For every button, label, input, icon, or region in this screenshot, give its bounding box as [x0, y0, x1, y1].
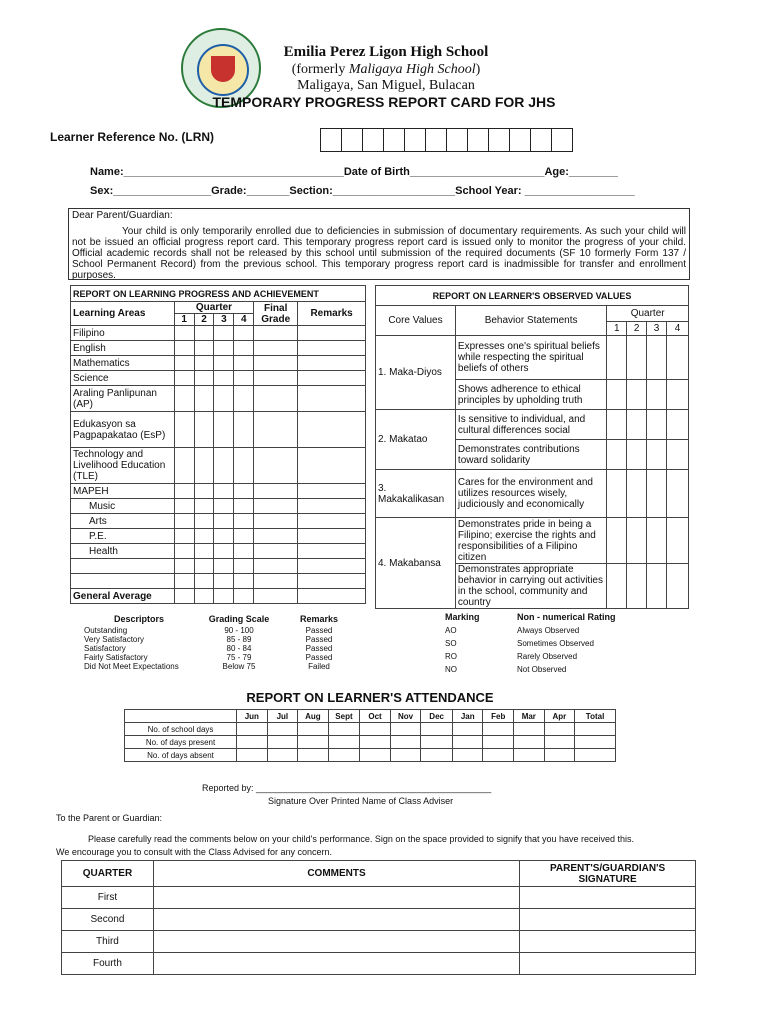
- formerly-suffix: ): [475, 62, 481, 77]
- parent-note-line2: We encourage you to consult with the Class Advised for any concern.: [56, 847, 332, 857]
- grading-scale-table: [84, 612, 354, 671]
- behavior-statement: Demonstrates pride in being a Filipino; exercise the rights and responsibilities of a Filipino citizen: [455, 518, 606, 564]
- subject-name: English: [71, 341, 175, 356]
- table-row: [445, 663, 625, 676]
- col-core-values: Core Values: [376, 306, 456, 336]
- grade-remark: Passed: [305, 635, 333, 644]
- scale-header: Grading Scale: [208, 614, 270, 624]
- quarter-header: 2: [194, 314, 214, 326]
- table-row: [376, 518, 689, 564]
- page-title: TEMPORARY PROGRESS REPORT CARD FOR JHS: [212, 94, 556, 110]
- table-row: [71, 412, 366, 448]
- lrn-input[interactable]: [320, 128, 573, 152]
- descriptor: Did Not Meet Expectations: [84, 662, 179, 671]
- month-header: Feb: [483, 710, 514, 723]
- subject-name: Edukasyon sa Pagpapakatao (EsP): [71, 412, 175, 448]
- marking-rating: Not Observed: [517, 665, 567, 674]
- adviser-signature-label: Signature Over Printed Name of Class Adviser: [268, 796, 454, 806]
- observed-values-table: [375, 285, 689, 609]
- table-row: [445, 650, 625, 663]
- table-row: [125, 736, 616, 749]
- subject-name: Filipino: [71, 326, 175, 341]
- attendance-title: REPORT ON LEARNER'S ATTENDANCE: [246, 690, 494, 705]
- month-header: Nov: [390, 710, 421, 723]
- marking-code: SO: [445, 639, 457, 648]
- table-row: [71, 356, 366, 371]
- signature-cell[interactable]: [520, 953, 696, 975]
- marking-code: RO: [445, 652, 457, 661]
- col-quarter: Quarter: [607, 306, 689, 322]
- comment-quarter: Third: [62, 931, 154, 953]
- grade-range: 90 - 100: [224, 626, 254, 635]
- marking-rating: Sometimes Observed: [517, 639, 594, 648]
- formerly-name: Maligaya High School: [348, 62, 476, 77]
- grade-remark: Failed: [308, 662, 330, 671]
- attendance-row-label: No. of days absent: [125, 749, 237, 762]
- values-title: REPORT ON LEARNER'S OBSERVED VALUES: [376, 286, 689, 306]
- subject-name: Mathematics: [71, 356, 175, 371]
- table-row: [84, 662, 354, 671]
- table-row: [71, 574, 366, 589]
- school-address: Maligaya, San Miguel, Bulacan: [297, 78, 475, 93]
- month-header: Dec: [421, 710, 453, 723]
- sex-grade-section-fields[interactable]: Sex:________________Grade:_______Section:____________________School Year: __________________: [90, 185, 635, 197]
- school-formerly: [200, 62, 572, 78]
- col-signature: PARENT'S/GUARDIAN'S SIGNATURE: [520, 861, 696, 887]
- behavior-statement: Expresses one's spiritual beliefs while respecting the spiritual beliefs of others: [455, 336, 606, 380]
- table-row: [125, 723, 616, 736]
- general-average: General Average: [71, 589, 175, 604]
- table-row: [376, 470, 689, 518]
- signature-cell[interactable]: [520, 931, 696, 953]
- grade-remark: Passed: [305, 644, 333, 653]
- learning-progress-table: [70, 285, 366, 604]
- table-row: [445, 637, 625, 650]
- quarter-header: 2: [627, 322, 647, 336]
- parent-note-greeting: To the Parent or Guardian:: [56, 813, 163, 823]
- comment-quarter: Second: [62, 909, 154, 931]
- core-value: 4. Makabansa: [376, 518, 456, 609]
- marking-rating: Rarely Observed: [517, 652, 578, 661]
- table-row: [71, 341, 366, 356]
- scale-header: Descriptors: [113, 614, 165, 624]
- letter-body: Your child is only temporarily enrolled due to deficiencies in submission of documentary requirements. As such your child will not be issued an official progress report card. This temporary progress report card is issued only to monitor the progress of your child. Official academic records shall not be released by this school until submission of the required documents (SF 10 formerly Form 137 / School Permanent Record) from the previous school. This temporary progress report card is inadmissible for transfer and enrollment purposes.: [72, 226, 686, 281]
- table-row: [71, 448, 366, 484]
- month-header: Apr: [544, 710, 575, 723]
- progress-title: REPORT ON LEARNING PROGRESS AND ACHIEVEMENT: [71, 286, 366, 302]
- month-header: Mar: [514, 710, 545, 723]
- col-remarks: Remarks: [298, 302, 366, 326]
- subject-name: Technology and Livelihood Education (TLE): [71, 448, 175, 484]
- table-row: [71, 514, 366, 529]
- table-row: [71, 529, 366, 544]
- comment-cell[interactable]: [153, 953, 519, 975]
- table-row: [84, 644, 354, 653]
- table-row: [71, 499, 366, 514]
- core-value: 1. Maka-Diyos: [376, 336, 456, 410]
- descriptor: Satisfactory: [84, 644, 126, 653]
- grade-range: 75 - 79: [226, 653, 252, 662]
- table-row: [84, 653, 354, 662]
- subject-name: [71, 574, 175, 589]
- grade-remark: Passed: [305, 653, 333, 662]
- descriptor: Very Satisfactory: [84, 635, 145, 644]
- table-row: [71, 371, 366, 386]
- scale-header: Remarks: [299, 614, 339, 624]
- marking-header: Marking: [445, 612, 480, 622]
- behavior-statement: Cares for the environment and utilizes resources wisely, judiciously and economically: [455, 470, 606, 518]
- behavior-statement: Demonstrates appropriate behavior in carrying out activities in the school, community and country: [455, 564, 606, 609]
- col-quarter: Quarter: [174, 302, 254, 314]
- subject-name: [71, 559, 175, 574]
- table-row: [62, 909, 696, 931]
- col-comments: COMMENTS: [153, 861, 519, 887]
- behavior-statement: Is sensitive to individual, and cultural differences social: [455, 410, 606, 440]
- month-header: Sept: [328, 710, 360, 723]
- formerly-prefix: (formerly: [291, 62, 349, 77]
- grade-range: 80 - 84: [226, 644, 252, 653]
- grade-range: 85 - 89: [226, 635, 252, 644]
- subject-name: Science: [71, 371, 175, 386]
- behavior-statement: Shows adherence to ethical principles by upholding truth: [455, 380, 606, 410]
- comment-quarter: Fourth: [62, 953, 154, 975]
- letter-greeting: Dear Parent/Guardian:: [72, 210, 173, 221]
- table-row: [71, 386, 366, 412]
- comment-quarter: First: [62, 887, 154, 909]
- table-row: [84, 635, 354, 644]
- table-row: [376, 410, 689, 440]
- month-header: Total: [575, 710, 616, 723]
- table-row: [71, 326, 366, 341]
- marking-table: [445, 610, 625, 676]
- col-learning-areas: Learning Areas: [71, 302, 175, 326]
- subject-name: Music: [71, 499, 175, 514]
- col-behavior-statements: Behavior Statements: [455, 306, 606, 336]
- marking-rating: Always Observed: [517, 626, 580, 635]
- grade-range: Below 75: [222, 662, 256, 671]
- comment-cell[interactable]: [153, 887, 519, 909]
- col-quarter: QUARTER: [62, 861, 154, 887]
- table-row: [62, 953, 696, 975]
- marking-header: Non - numerical Rating: [517, 612, 616, 622]
- col-final-grade: Final Grade: [254, 302, 298, 326]
- table-row: [62, 931, 696, 953]
- core-value: 2. Makatao: [376, 410, 456, 470]
- table-row: [62, 887, 696, 909]
- month-header: Jul: [267, 710, 298, 723]
- attendance-table: [124, 709, 616, 762]
- signature-cell[interactable]: [520, 887, 696, 909]
- comments-table: [61, 860, 696, 975]
- marking-code: NO: [445, 665, 457, 674]
- subject-name: P.E.: [71, 529, 175, 544]
- table-row: [445, 624, 625, 637]
- table-row: [71, 559, 366, 574]
- descriptor: Fairly Satisfactory: [84, 653, 148, 662]
- lrn-label: Learner Reference No. (LRN): [50, 130, 215, 144]
- reported-by[interactable]: Reported by: _______________________________________________: [202, 783, 492, 793]
- table-row: [125, 749, 616, 762]
- table-row: [84, 626, 354, 635]
- month-header: Aug: [298, 710, 329, 723]
- subject-name: Arts: [71, 514, 175, 529]
- marking-code: AO: [445, 626, 457, 635]
- attendance-row-label: No. of days present: [125, 736, 237, 749]
- comment-cell[interactable]: [153, 909, 519, 931]
- quarter-header: 3: [214, 314, 234, 326]
- subject-name: Araling Panlipunan (AP): [71, 386, 175, 412]
- parent-letter: [68, 208, 690, 280]
- parent-note-line1: Please carefully read the comments below on your child's performance. Sign on the space provided to signify that you have received this.: [88, 834, 635, 844]
- table-row: [376, 336, 689, 380]
- descriptor: Outstanding: [84, 626, 128, 635]
- quarter-header: 1: [174, 314, 194, 326]
- quarter-header: 3: [647, 322, 667, 336]
- behavior-statement: Demonstrates contributions toward solidarity: [455, 440, 606, 470]
- school-name: Emilia Perez Ligon High School: [283, 44, 489, 60]
- month-header: Jun: [237, 710, 268, 723]
- core-value: 3. Makakalikasan: [376, 470, 456, 518]
- signature-cell[interactable]: [520, 909, 696, 931]
- subject-name: Health: [71, 544, 175, 559]
- month-header: Oct: [360, 710, 391, 723]
- quarter-header: 1: [607, 322, 627, 336]
- quarter-header: 4: [234, 314, 254, 326]
- attendance-row-label: No. of school days: [125, 723, 237, 736]
- quarter-header: 4: [667, 322, 689, 336]
- table-row: [71, 589, 366, 604]
- grade-remark: Passed: [305, 626, 333, 635]
- name-dob-age-fields[interactable]: Name:____________________________________Date of Birth______________________Age:________: [90, 166, 618, 178]
- table-row: [71, 544, 366, 559]
- comment-cell[interactable]: [153, 931, 519, 953]
- month-header: Jan: [452, 710, 483, 723]
- table-row: [71, 484, 366, 499]
- subject-name: MAPEH: [71, 484, 175, 499]
